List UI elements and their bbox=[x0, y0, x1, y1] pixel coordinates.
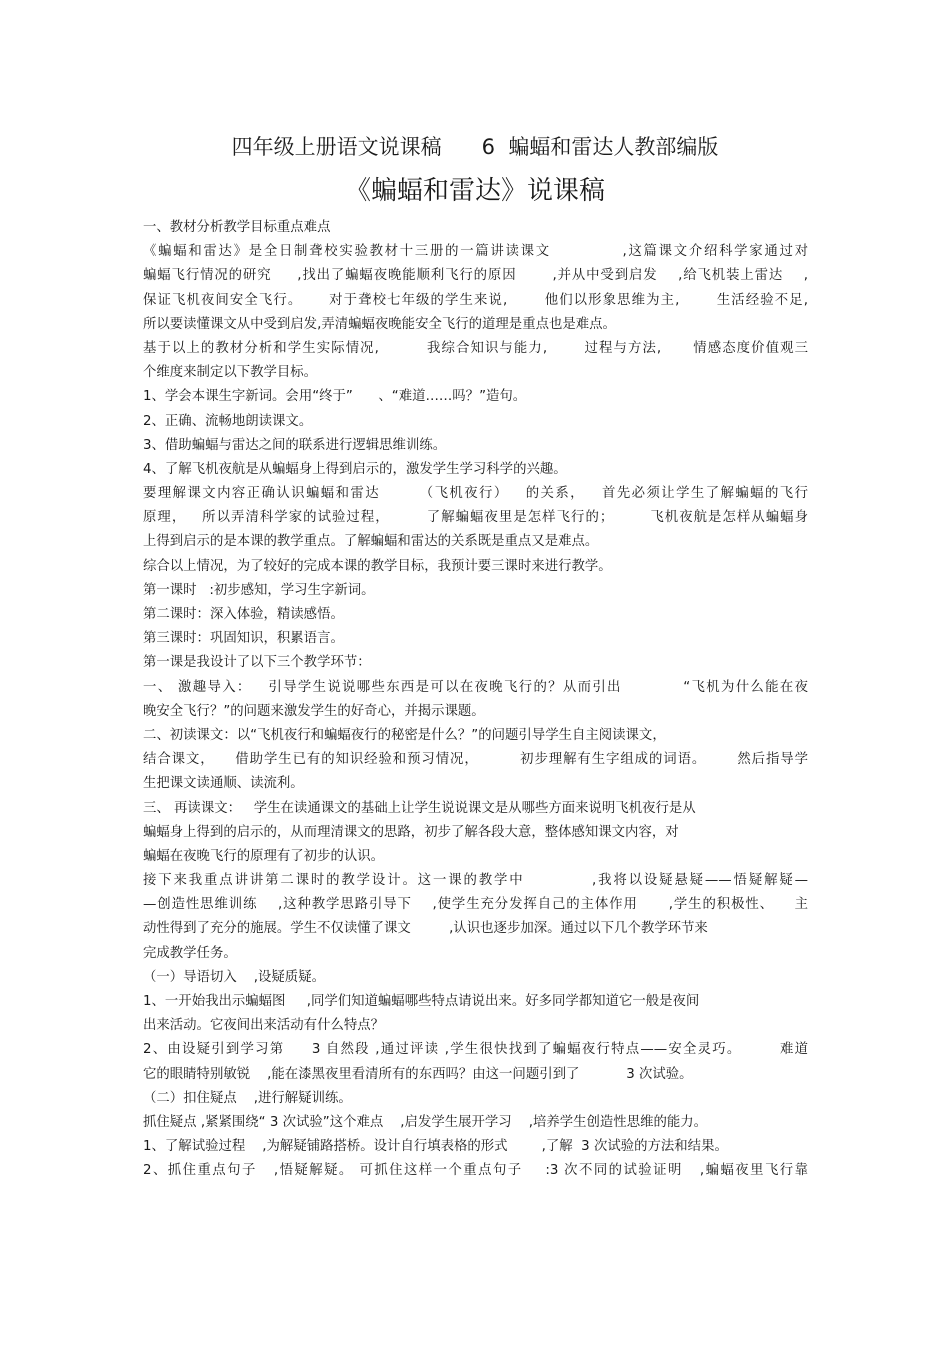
text-line: （二）扣住疑点 ,进行解疑训练。 bbox=[143, 1090, 352, 1106]
text-line: 3、借助蝙蝠与雷达之间的联系进行逻辑思维训练。 bbox=[143, 437, 447, 453]
text-line: 出来活动。它夜间出来活动有什么特点？ bbox=[143, 1018, 385, 1034]
text-line: 接下来我重点讲讲第二课时的教学设计。这一课的教学中 ,我将以设疑悬疑——悟疑解疑— bbox=[143, 873, 808, 889]
text-line: 完成教学任务。 bbox=[143, 945, 237, 961]
text-line: 晚安全飞行？”的问题来激发学生的好奇心，并揭示课题。 bbox=[143, 703, 485, 719]
text-line: 蝙蝠身上得到的启示的，从而理清课文的思路，初步了解各段大意，整体感知课文内容，对 bbox=[143, 824, 679, 840]
text-line: 第一课时 :初步感知，学习生字新词。 bbox=[143, 582, 375, 598]
text-line: 一、教材分析教学目标重点难点 bbox=[143, 220, 331, 235]
text-line: —创造性思维训练 ,这种教学思路引导下 ,使学生充分发挥自己的主体作用 ,学生的积极性、 主 bbox=[143, 897, 808, 913]
document-title: 四年级上册语文说课稿 6 蝙蝠和雷达人教部编版 bbox=[231, 135, 719, 159]
text-line: 《蝙蝠和雷达》是全日制聋校实验教材十三册的一篇讲读课文 ,这篇课文介绍科学家通过对 bbox=[143, 244, 808, 260]
text-line: 一、 激趣导入： 引导学生说说哪些东西是可以在夜晚飞行的？从而引出 “飞机为什么能在夜 bbox=[143, 679, 808, 695]
text-line: 第三课时：巩固知识，积累语言。 bbox=[143, 631, 344, 647]
text-line: 结合课文， 借助学生已有的知识经验和预习情况， 初步理解有生字组成的词语。 然后指导学 bbox=[143, 752, 808, 768]
text-line: 2、抓住重点句子 ,悟疑解疑。 可抓住这样一个重点句子 :3 次不同的试验证明 ,蝙蝠夜里飞行靠 bbox=[143, 1163, 808, 1179]
text-line: 上得到启示的是本课的教学重点。了解蝙蝠和雷达的关系既是重点又是难点。 bbox=[143, 534, 599, 550]
text-line: 二、初读课文：以“飞机夜行和蝙蝠夜行的秘密是什么？”的问题引导学生自主阅读课文， bbox=[143, 727, 666, 743]
text-line: 综合以上情况，为了较好的完成本课的教学目标，我预计要三课时来进行教学。 bbox=[143, 558, 612, 574]
text-line: 第一课是我设计了以下三个教学环节： bbox=[143, 655, 371, 671]
text-line: 蝙蝠飞行情况的研究 ,找出了蝙蝠夜晚能顺利飞行的原因 ,并从中受到启发 ,给飞机装上雷达 , bbox=[143, 268, 808, 284]
text-line: 要理解课文内容正确认识蝙蝠和雷达 （飞机夜行） 的关系， 首先必须让学生了解蝙蝠的飞行 bbox=[143, 486, 808, 502]
text-line: 三、 再读课文： 学生在读通课文的基础上让学生说说课文是从哪些方面来说明飞机夜行是从 bbox=[143, 800, 696, 816]
text-line: 2、正确、流畅地朗读课文。 bbox=[143, 413, 313, 429]
text-line: 所以要读懂课文从中受到启发,弄清蝙蝠夜晚能安全飞行的道理是重点也是难点。 bbox=[143, 316, 616, 332]
document-body bbox=[143, 216, 808, 1184]
text-line: 4、了解飞机夜航是从蝙蝠身上得到启示的，激发学生学习科学的兴趣。 bbox=[143, 461, 567, 477]
text-line: 它的眼睛特别敏锐 ,能在漆黑夜里看清所有的东西吗？由这一问题引到了 3 次试验。 bbox=[143, 1066, 693, 1082]
text-line: 蝙蝠在夜晚飞行的原理有了初步的认识。 bbox=[143, 848, 385, 864]
text-line: 1、学会本课生字新词。会用“终于” 、“难道……吗？”造句。 bbox=[143, 389, 527, 405]
text-line: 个维度来制定以下教学目标。 bbox=[143, 365, 318, 381]
text-line: 1、了解试验过程 ,为解疑铺路搭桥。设计自行填表格的形式 ,了解 3 次试验的方法和结果。 bbox=[143, 1139, 728, 1155]
text-line: 保证飞机夜间安全飞行。 对于聋校七年级的学生来说, 他们以形象思维为主, 生活经验不足, bbox=[143, 292, 808, 308]
text-line: 生把课文读通顺、读流利。 bbox=[143, 776, 304, 792]
text-line: 原理， 所以弄清科学家的试验过程， 了解蝙蝠夜里是怎样飞行的； 飞机夜航是怎样从蝙蝠身 bbox=[143, 510, 808, 526]
text-line: （一）导语切入 ,设疑质疑。 bbox=[143, 969, 325, 985]
document-subtitle: 《蝙蝠和雷达》说课稿 bbox=[344, 176, 605, 206]
text-line: 抓住疑点 ,紧紧围绕“ 3 次试验”这个难点 ,启发学生展开学习 ,培养学生创造性思维的能力。 bbox=[143, 1114, 708, 1130]
text-line: 动性得到了充分的施展。学生不仅读懂了课文 ,认识也逐步加深。通过以下几个教学环节来 bbox=[143, 921, 708, 937]
text-line: 1、一开始我出示蝙蝠图 ,同学们知道蝙蝠哪些特点请说出来。好多同学都知道它一般是夜间 bbox=[143, 994, 700, 1009]
text-line: 2、由设疑引到学习第 3 自然段 ,通过评读 ,学生很快找到了蝙蝠夜行特点——安全灵巧。 难道 bbox=[143, 1042, 808, 1058]
text-line: 基于以上的教材分析和学生实际情况, 我综合知识与能力, 过程与方法, 情感态度价值观三 bbox=[143, 340, 808, 356]
text-line: 第二课时：深入体验，精读感悟。 bbox=[143, 607, 344, 622]
